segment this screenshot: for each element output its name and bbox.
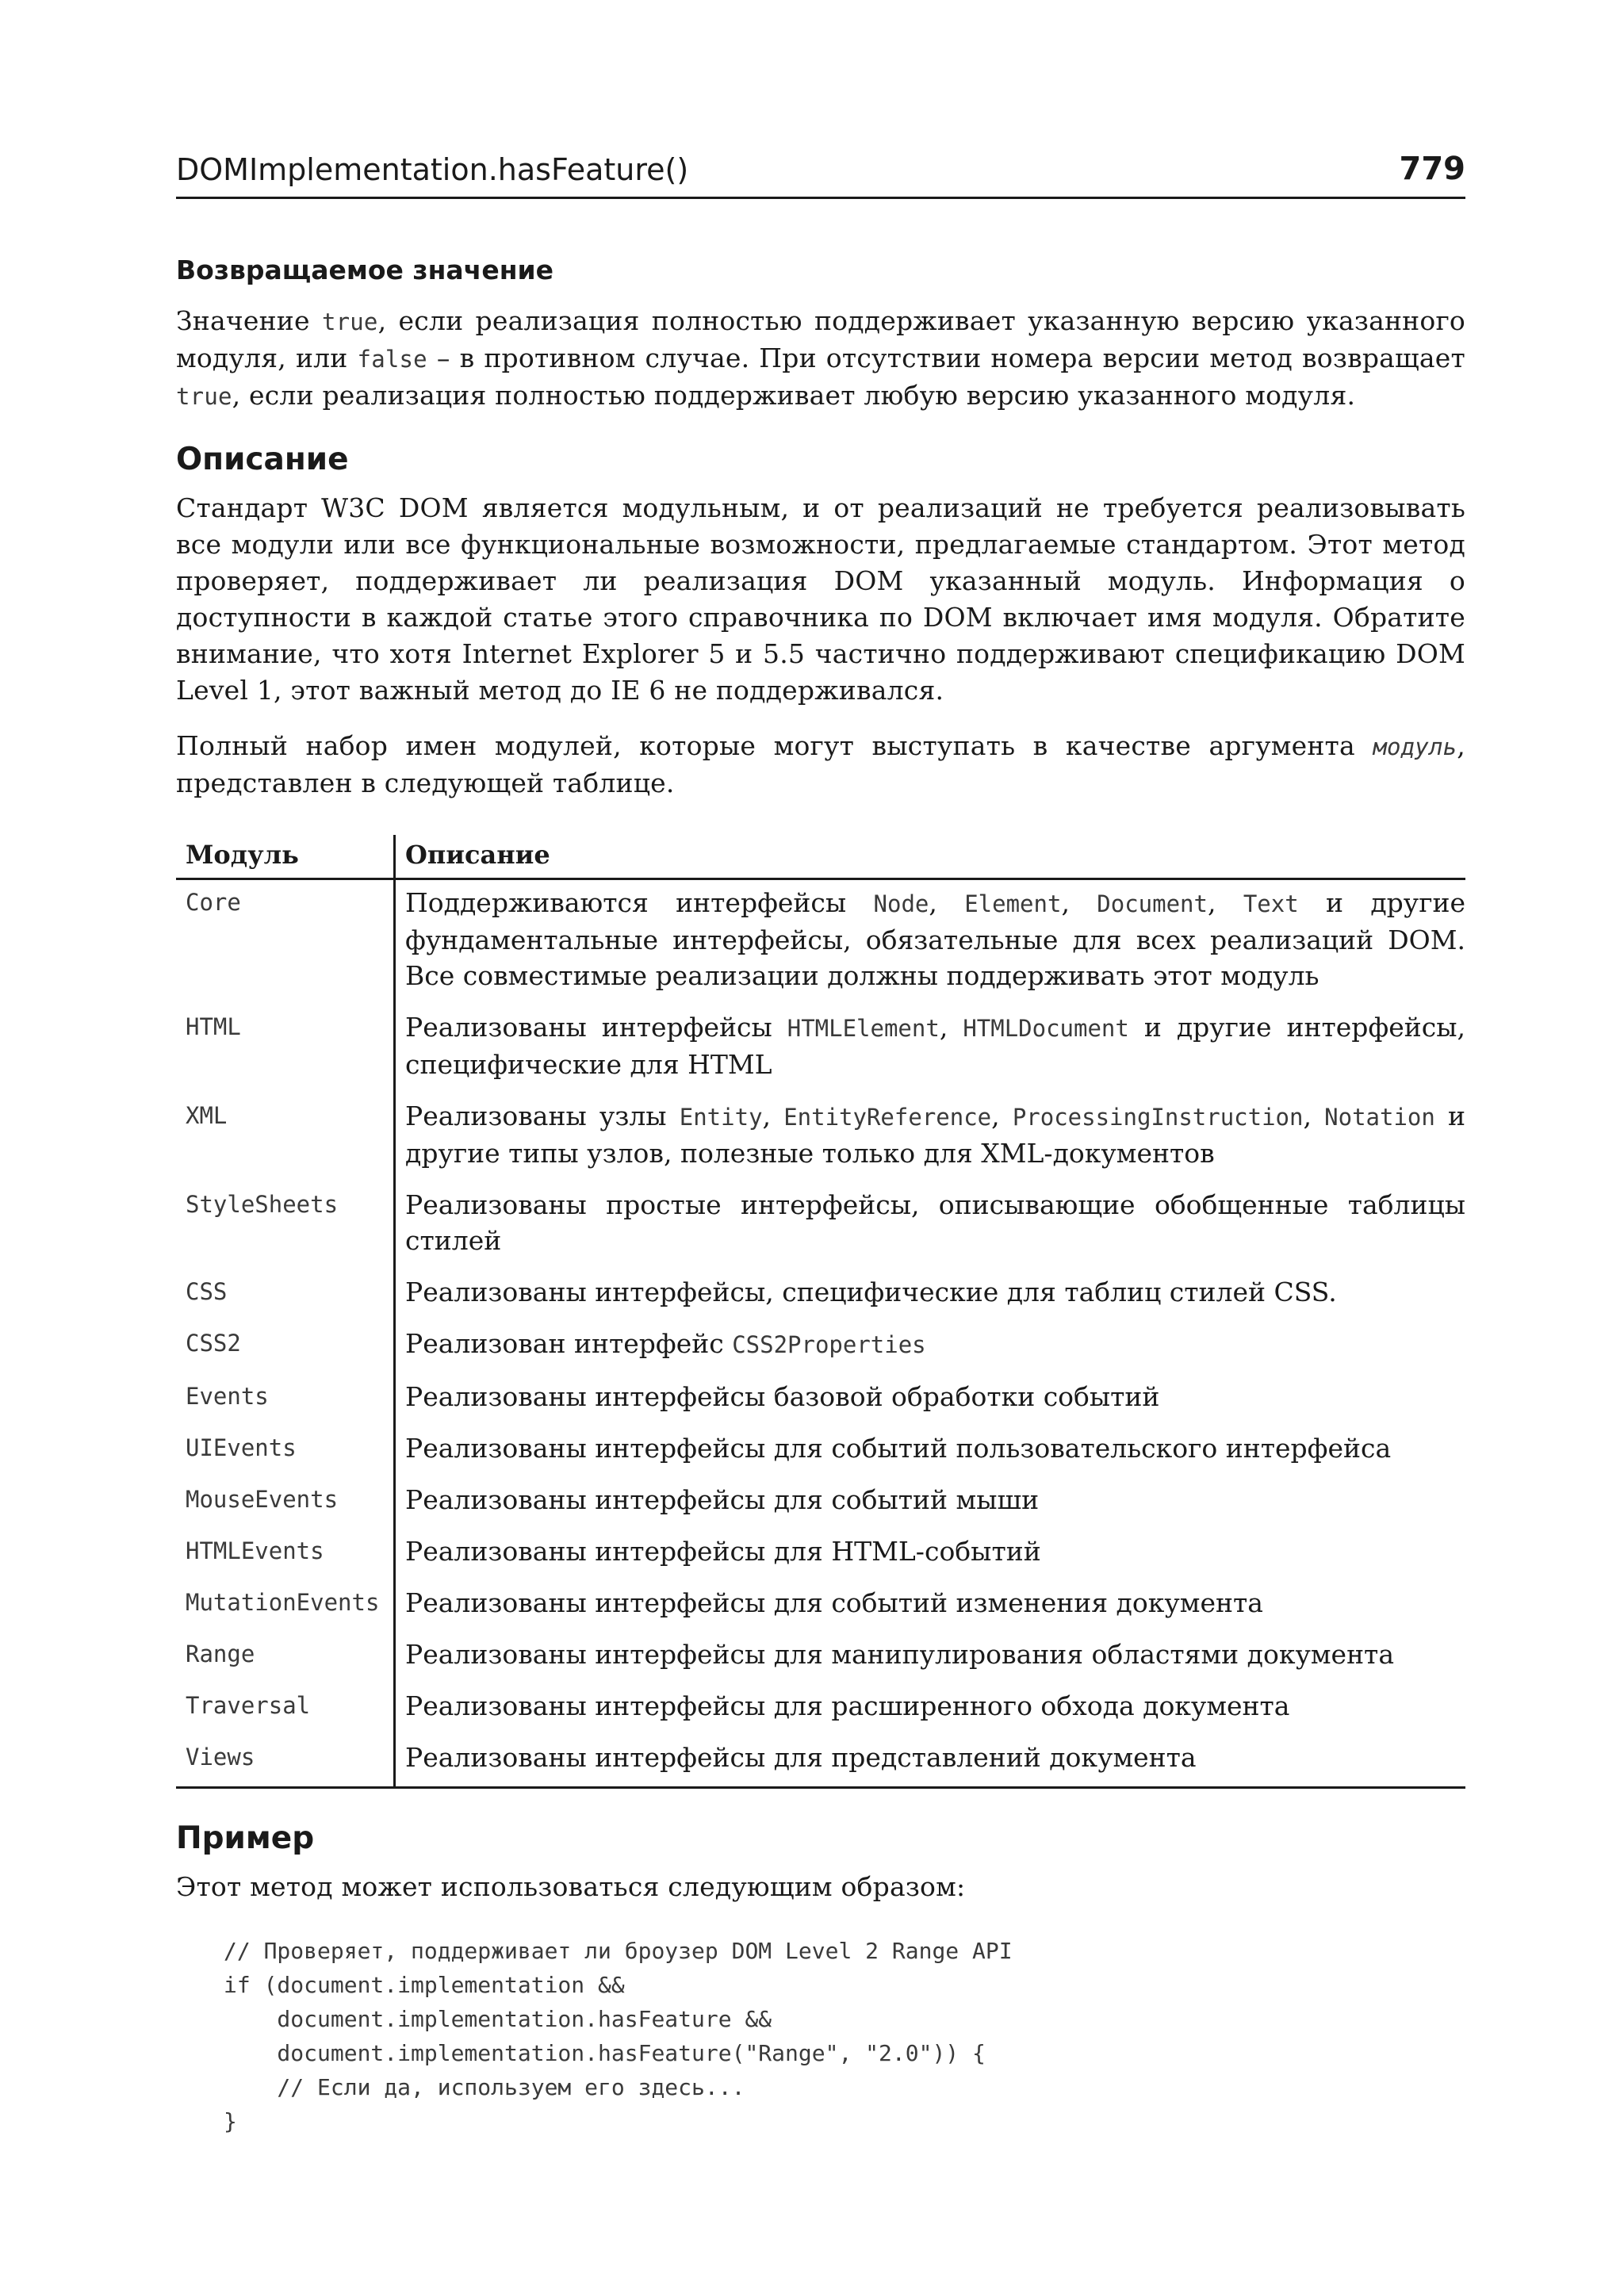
description-paragraph-2 (176, 728, 1465, 802)
code-identifier: Node (873, 890, 929, 917)
text-fragment: Реализованы интерфейсы базовой обработки событий (405, 1381, 1160, 1412)
module-description (395, 1683, 1466, 1735)
running-header (176, 143, 1465, 199)
text-fragment: Полный набор имен модулей, которые могут выступать в качестве аргумента (176, 730, 1373, 761)
module-description (395, 1426, 1466, 1477)
module-name: MouseEvents (186, 1486, 339, 1513)
table-row (176, 1005, 1465, 1093)
code-identifier: HTMLElement (787, 1015, 940, 1042)
table-row (176, 1529, 1465, 1580)
argument-name: модуль (1373, 733, 1457, 760)
module-description (395, 1580, 1466, 1632)
table-row (176, 1632, 1465, 1683)
column-header-module: Модуль (176, 835, 395, 879)
modules-table-body (176, 879, 1465, 1788)
example-heading: Пример (176, 1820, 315, 1856)
table-row (176, 879, 1465, 1005)
running-header-title: DOMImplementation.hasFeature() (176, 152, 689, 187)
module-description (395, 879, 1466, 1005)
module-description (395, 1182, 1466, 1269)
module-name: StyleSheets (186, 1191, 339, 1218)
text-fragment: Реализованы интерфейсы, специфические для таблиц стилей CSS. (405, 1277, 1337, 1307)
module-name: Events (186, 1383, 269, 1410)
module-description (395, 1529, 1466, 1580)
text-fragment: – в противном случае. При отсутствии номера версии метод возвращает (427, 343, 1465, 373)
table-row (176, 1093, 1465, 1182)
text-fragment: Реализованы интерфейсы для HTML-событий (405, 1536, 1041, 1567)
table-row (176, 1269, 1465, 1321)
text-fragment: , (939, 1012, 963, 1043)
text-fragment: , если реализация полностью поддерживает указанную версию указанного модуля, или (176, 305, 1466, 373)
code-identifier: Entity (679, 1104, 763, 1131)
text-fragment: , (762, 1101, 784, 1131)
text-fragment: Реализованы интерфейсы для событий пользовательского интерфейса (405, 1433, 1392, 1464)
text-fragment: Реализован интерфейс (405, 1328, 733, 1359)
text-fragment: , (929, 887, 965, 918)
return-value-paragraph (176, 303, 1465, 415)
module-name: XML (186, 1102, 228, 1129)
code-example: // Проверяет, поддерживает ли броузер DOM Level 2 Range API if (document.implementation && document.implementation.hasFeature && document.implementation.hasFeature("Range", "2.0")) { // Если да, используем его здесь... } (224, 1938, 1013, 2134)
text-fragment: Реализованы простые интерфейсы, описывающие обобщенные таблицы стилей (405, 1189, 1465, 1256)
text-fragment: Реализованы интерфейсы для представлений документа (405, 1742, 1197, 1773)
table-row (176, 1735, 1465, 1788)
text-fragment: , представлен в следующей таблице. (176, 730, 1465, 798)
text-fragment: и другие типы узлов, полезные только для XML-документов (405, 1101, 1466, 1169)
code-identifier: Notation (1324, 1104, 1435, 1131)
code-false: false (357, 346, 427, 373)
module-description (395, 1269, 1466, 1321)
code-true: true (176, 383, 232, 410)
text-fragment: , (1207, 887, 1243, 918)
text-fragment: и другие интерфейсы, специфические для HTML (405, 1012, 1465, 1080)
table-row (176, 1580, 1465, 1632)
table-row (176, 1182, 1465, 1269)
table-row (176, 1683, 1465, 1735)
module-name: MutationEvents (186, 1589, 380, 1616)
text-fragment: Реализованы интерфейсы для манипулирования областями документа (405, 1639, 1394, 1670)
module-name: Core (186, 889, 241, 916)
table-row (176, 1477, 1465, 1529)
text-fragment: Поддерживаются интерфейсы (405, 887, 874, 918)
text-fragment: , (991, 1101, 1013, 1131)
table-header-row (176, 835, 1465, 879)
code-identifier: Document (1097, 890, 1208, 917)
module-name: HTMLEvents (186, 1537, 324, 1564)
modules-table (176, 835, 1465, 1789)
description-heading: Описание (176, 442, 349, 477)
text-fragment: Реализованы интерфейсы для событий мыши (405, 1484, 1040, 1515)
text-fragment: , если реализация полностью поддерживает любую версию указанного модуля. (232, 380, 1356, 411)
text-fragment: Значение (176, 305, 322, 336)
module-description (395, 1735, 1466, 1788)
column-header-description: Описание (395, 835, 1466, 879)
code-identifier: Text (1243, 890, 1299, 917)
code-identifier: EntityReference (783, 1104, 992, 1131)
code-true: true (321, 308, 378, 335)
code-identifier: ProcessingInstruction (1012, 1104, 1304, 1131)
module-name: CSS (186, 1278, 228, 1305)
module-description (395, 1632, 1466, 1683)
module-description (395, 1005, 1466, 1093)
text-fragment: , (1061, 887, 1097, 918)
code-identifier: CSS2Properties (732, 1331, 926, 1358)
code-identifier: HTMLDocument (963, 1015, 1129, 1042)
table-row (176, 1426, 1465, 1477)
text-fragment: и другие фундаментальные интерфейсы, обязательные для всех реализаций DOM. Все совместимые реализации должны поддерживать этот модуль (405, 887, 1466, 991)
code-identifier: Element (964, 890, 1062, 917)
module-name: HTML (186, 1013, 241, 1040)
book-page (176, 143, 1465, 2138)
module-description (395, 1477, 1466, 1529)
module-name: Range (186, 1640, 255, 1667)
text-fragment: , (1303, 1101, 1325, 1131)
table-row (176, 1321, 1465, 1374)
table-row (176, 1374, 1465, 1426)
text-fragment: Реализованы интерфейсы (405, 1012, 787, 1043)
module-name: UIEvents (186, 1434, 297, 1461)
module-description (395, 1321, 1466, 1374)
page-number: 779 (1399, 151, 1465, 187)
text-fragment: Реализованы интерфейсы для событий изменения документа (405, 1587, 1263, 1618)
example-intro: Этот метод может использоваться следующим образом: (176, 1871, 966, 1902)
module-description (395, 1093, 1466, 1182)
text-fragment: Реализованы узлы (405, 1101, 680, 1131)
module-name: Views (186, 1744, 255, 1770)
description-paragraph-1: Стандарт W3C DOM является модульным, и от реализаций не требуется реализовывать все модули или все функциональные возможности, предлагаемые стандартом. Этот метод проверяет, поддерживает ли реализация DOM указанный модуль. Информация о доступности в каждой статье этого справочника по DOM включает имя модуля. Обратите внимание, что хотя Internet Explorer 5 и 5.5 частично поддерживают спецификацию DOM Level 1, этот важный метод до IE 6 не поддерживался. (176, 492, 1465, 706)
module-description (395, 1374, 1466, 1426)
module-name: Traversal (186, 1692, 311, 1719)
module-name: CSS2 (186, 1330, 241, 1357)
return-value-heading: Возвращаемое значение (176, 255, 554, 285)
text-fragment: Реализованы интерфейсы для расширенного обхода документа (405, 1690, 1290, 1721)
